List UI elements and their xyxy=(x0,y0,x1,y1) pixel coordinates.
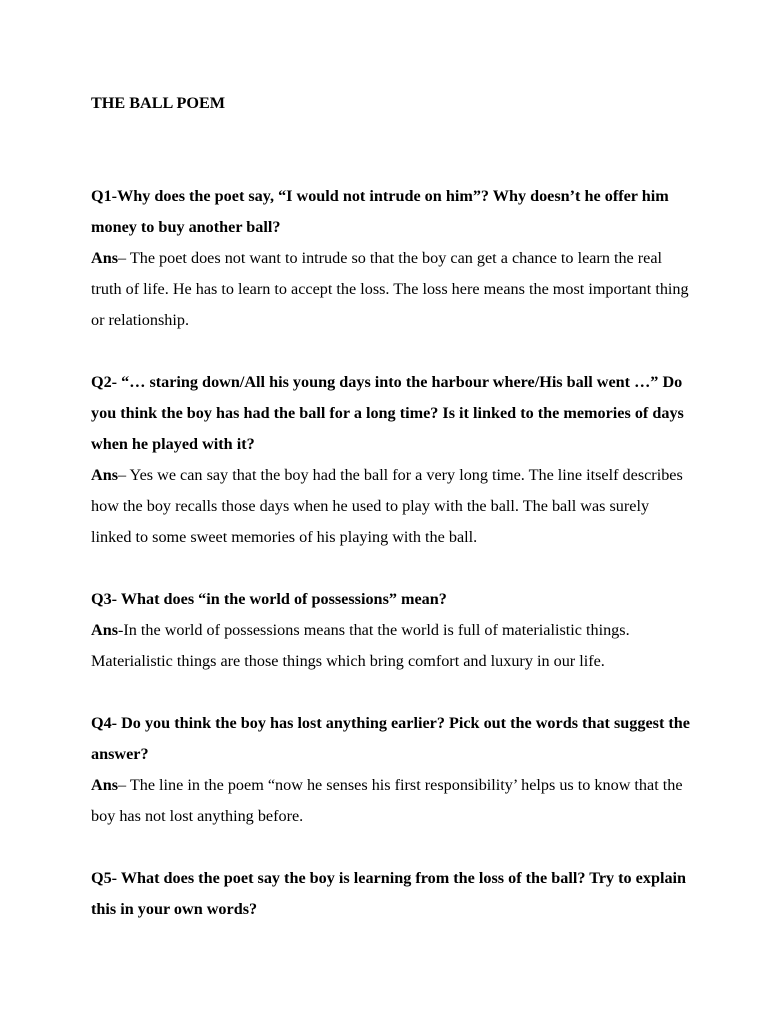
answer-4 xyxy=(91,770,691,832)
answer-separator: – xyxy=(118,249,127,267)
question-4: Q4- Do you think the boy has lost anything earlier? Pick out the words that suggest the answer? xyxy=(91,714,690,763)
answer-label: Ans xyxy=(91,776,118,794)
answer-1 xyxy=(91,243,691,336)
answer-text: Yes we can say that the boy had the ball for a very long time. The line itself describes how the boy recalls those days when he used to play with the ball. The ball was surely linked to some sweet memories of his playing with the ball. xyxy=(91,466,683,546)
document-page xyxy=(91,88,691,925)
answer-text: In the world of possessions means that the world is full of materialistic things. Materialistic things are those things which bring comfort and luxury in our life. xyxy=(91,621,630,670)
qa-item-4 xyxy=(91,708,691,832)
answer-2 xyxy=(91,460,691,553)
document-title: THE BALL POEM xyxy=(91,94,226,112)
answer-text: The poet does not want to intrude so that the boy can get a chance to learn the real truth of life. He has to learn to accept the loss. The loss here means the most important thing or relationship. xyxy=(91,249,689,329)
qa-item-1 xyxy=(91,181,691,336)
answer-separator: - xyxy=(118,621,124,639)
answer-label: Ans xyxy=(91,621,118,639)
answer-3 xyxy=(91,615,691,677)
question-5: Q5- What does the poet say the boy is learning from the loss of the ball? Try to explain this in your own words? xyxy=(91,869,687,918)
question-3: Q3- What does “in the world of possessions” mean? xyxy=(91,590,447,608)
qa-item-2 xyxy=(91,367,691,553)
qa-item-3 xyxy=(91,584,691,677)
question-1: Q1-Why does the poet say, “I would not intrude on him”? Why doesn’t he offer him money to buy another ball? xyxy=(91,187,669,236)
qa-item-5 xyxy=(91,863,691,925)
answer-label: Ans xyxy=(91,466,118,484)
answer-separator: – xyxy=(118,466,127,484)
answer-separator: – xyxy=(118,776,127,794)
answer-text: The line in the poem “now he senses his first responsibility’ helps us to know that the boy has not lost anything before. xyxy=(91,776,683,825)
answer-label: Ans xyxy=(91,249,118,267)
question-2: Q2- “… staring down/All his young days into the harbour where/His ball went …” Do you think the boy has had the ball for a long time? Is it linked to the memories of days when he played with it? xyxy=(91,373,684,453)
